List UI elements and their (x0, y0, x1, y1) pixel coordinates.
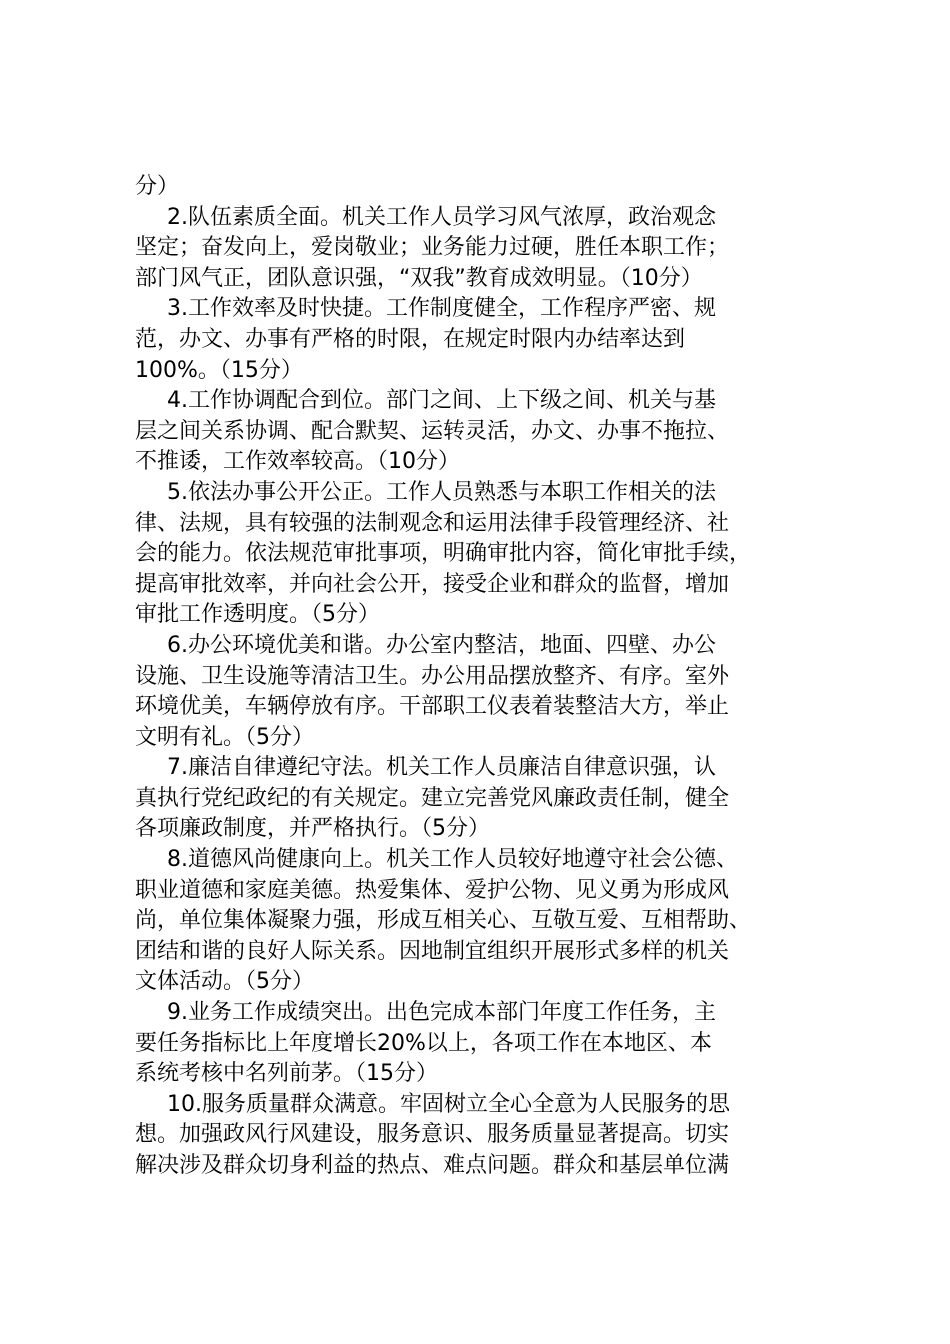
paragraph-line: 文明有礼。（5分） (135, 724, 314, 750)
paragraph-line: 层之间关系协调、配合默契、运转灵活，办文、办事不拖拉、 (135, 418, 730, 444)
paragraph-line: 会的能力。依法规范审批事项，明确审批内容，简化审批手续， (135, 541, 752, 567)
paragraph-line: 真执行党纪政纪的有关规定。建立完善党风廉政责任制，健全 (135, 785, 730, 811)
paragraph-line: 100%。（15分） (135, 357, 303, 383)
paragraph-line: 要任务指标比上年度增长20%以上，各项工作在本地区、本 (135, 1030, 712, 1056)
paragraph-first-line: 5.依法办事公开公正。工作人员熟悉与本职工作相关的法 (167, 479, 716, 505)
paragraph-line: 提高审批效率，并向社会公开，接受企业和群众的监督，增加 (135, 571, 730, 597)
paragraph-line: 坚定；奋发向上，爱岗敬业；业务能力过硬，胜任本职工作； (135, 235, 730, 261)
paragraph-line: 审批工作透明度。（5分） (135, 602, 380, 628)
paragraph-line: 律、法规，具有较强的法制观念和运用法律手段管理经济、社 (135, 510, 730, 536)
paragraph-line: 想。加强政风行风建设，服务意识、服务质量显著提高。切实 (135, 1122, 730, 1148)
paragraph-line: 范，办文、办事有严格的时限，在规定时限内办结率达到 (135, 326, 686, 352)
paragraph-line: 文体活动。（5分） (135, 969, 314, 995)
document-body (135, 172, 835, 1182)
paragraph-line: 尚，单位集体凝聚力强，形成互相关心、互敬互爱、互相帮助、 (135, 908, 752, 934)
paragraph-line: 不推诿，工作效率较高。（10分） (135, 449, 460, 475)
paragraph-line: 设施、卫生设施等清洁卫生。办公用品摆放整齐、有序。室外 (135, 663, 730, 689)
paragraph-first-line: 9.业务工作成绩突出。出色完成本部门年度工作任务，主 (167, 1000, 716, 1026)
paragraph-line: 各项廉政制度，并严格执行。（5分） (135, 816, 490, 842)
paragraph-line: 分） (135, 174, 180, 199)
paragraph-first-line: 3.工作效率及时快捷。工作制度健全，工作程序严密、规 (167, 296, 716, 322)
paragraph-first-line: 6.办公环境优美和谐。办公室内整洁，地面、四壁、办公 (167, 632, 716, 658)
paragraph-first-line: 10.服务质量群众满意。牢固树立全心全意为人民服务的思 (167, 1091, 730, 1117)
paragraph-line: 团结和谐的良好人际关系。因地制宜组织开展形式多样的机关 (135, 938, 730, 964)
paragraph-line: 系统考核中名列前茅。（15分） (135, 1061, 438, 1087)
paragraph-line: 环境优美，车辆停放有序。干部职工仪表着装整洁大方，举止 (135, 694, 730, 720)
paragraph-first-line: 8.道德风尚健康向上。机关工作人员较好地遵守社会公德、 (167, 847, 738, 873)
paragraph-line: 部门风气正，团队意识强，“双我”教育成效明显。（10分） (135, 265, 703, 291)
paragraph-line: 解决涉及群众切身利益的热点、难点问题。群众和基层单位满 (135, 1153, 730, 1178)
paragraph-first-line: 2.队伍素质全面。机关工作人员学习风气浓厚，政治观念 (167, 204, 716, 230)
paragraph-first-line: 7.廉洁自律遵纪守法。机关工作人员廉洁自律意识强，认 (167, 755, 716, 781)
paragraph-first-line: 4.工作协调配合到位。部门之间、上下级之间、机关与基 (167, 388, 716, 414)
paragraph-line: 职业道德和家庭美德。热爱集体、爱护公物、见义勇为形成风 (135, 877, 730, 903)
